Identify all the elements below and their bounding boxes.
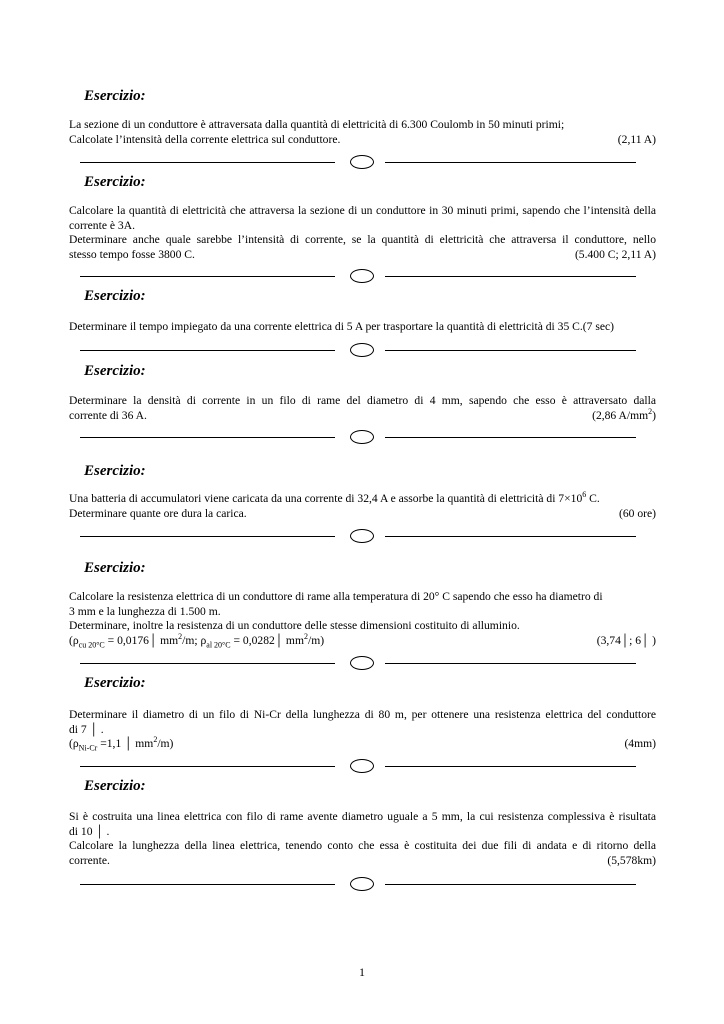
exercise-7-row [69, 737, 656, 752]
exercise-4-heading: Esercizio: [84, 363, 146, 379]
exercise-2-line-last: stesso tempo fosse 3800 C. [69, 247, 195, 261]
separator-4 [80, 430, 636, 444]
exercise-1-text [69, 118, 656, 147]
exercise-5-heading: Esercizio: [84, 463, 146, 479]
formula-value: =1,1 [97, 737, 125, 750]
exercise-2-row [69, 248, 656, 263]
separator-line-right [385, 884, 636, 885]
exercise-2-answer: (5.400 C; 2,11 A) [574, 247, 656, 261]
exercise-4-answer [592, 406, 656, 424]
exercise-8-line-4: corrente. [69, 853, 110, 867]
exercise-5-row [69, 507, 656, 522]
formula-sup: 2 [153, 735, 158, 745]
separator-line-right [385, 350, 636, 351]
exercise-5-line-1-unit: C. [586, 492, 600, 505]
exercise-1-line-1: La sezione di un conduttore è attraversata dalla quantità di elettricità di 6.300 Coulomb in 50 minuti primi; [69, 118, 565, 131]
formula-value: = 0,0176 [104, 633, 149, 647]
exercise-4-line-2: corrente di 36 A. [69, 408, 147, 422]
separator-7 [80, 759, 636, 773]
formula-sup: 2 [303, 631, 308, 641]
exercise-2-heading: Esercizio: [84, 174, 146, 190]
exercise-8-heading: Esercizio: [84, 778, 146, 794]
separator-line-right [385, 663, 636, 664]
exercise-6-row [69, 631, 656, 649]
exponent: 6 [582, 490, 587, 500]
exercise-1-line-2: Calcolate l’intensità della corrente elettrica sul conduttore. [69, 132, 341, 146]
exercise-8-answer: (5,578km) [607, 853, 656, 867]
exercise-3-text [69, 320, 656, 335]
page-number: 1 [359, 965, 365, 979]
exercise-8-line-3: Calcolare la lunghezza della linea elettrica, tenendo conto che essa è costituita dei due fili di andata e di ritorno della [69, 839, 656, 852]
separator-oval-icon [350, 343, 374, 357]
separator-line-left [80, 162, 335, 163]
separator-line-left [80, 536, 335, 537]
separator-oval-icon [350, 529, 374, 543]
formula-unit-end: /m; ρ [182, 633, 207, 647]
exercise-2-para-1: Calcolare la quantità di elettricità che attraversa la sezione di un conduttore in 30 minuti primi, sapendo che l’intensità della corrente è 3A. [69, 204, 656, 232]
separator-5 [80, 529, 636, 543]
exercise-5-answer: (60 ore) [618, 506, 656, 520]
formula-unit: │ mm [124, 737, 154, 750]
separator-1 [80, 155, 636, 169]
formula-unit: │ mm [274, 633, 304, 647]
exercise-2-para-2: Determinare anche quale sarebbe l’intensità di corrente, se la quantità di elettricità che attraversa il conduttore, nello [69, 233, 656, 246]
separator-oval-icon [350, 759, 374, 773]
separator-oval-icon [350, 877, 374, 891]
exercise-7-text [69, 708, 656, 752]
exercise-7-formula [69, 737, 624, 752]
separator-6 [80, 656, 636, 670]
exercise-6-heading: Esercizio: [84, 560, 146, 576]
separator-line-right [385, 766, 636, 767]
separator-line-left [80, 884, 335, 885]
separator-line-left [80, 437, 335, 438]
exercise-2-text [69, 204, 656, 262]
exercise-3-line-1: Determinare il tempo impiegato da una corrente elettrica di 5 A per trasportare la quantità di elettricità di 35 C.(7 sec) [69, 320, 615, 333]
separator-oval-icon [350, 430, 374, 444]
separator-3 [80, 343, 636, 357]
answer-text: (2,86 A/mm [592, 408, 649, 422]
rho-symbol: (ρ [69, 737, 79, 750]
separator-line-left [80, 766, 335, 767]
answer-close: ) [652, 408, 656, 422]
separator-oval-icon [350, 656, 374, 670]
formula-sub: al 20°C [206, 639, 231, 649]
exercise-6-line-1: Calcolare la resistenza elettrica di un conduttore di rame alla temperatura di 20° C sapendo che esso ha diametro di [69, 590, 603, 603]
exercise-5-line-1-text: Una batteria di accumulatori viene caricata da una corrente di 32,4 A e assorbe la quantità di elettricità di 7×10 [69, 492, 583, 505]
separator-oval-icon [350, 269, 374, 283]
separator-oval-icon [350, 155, 374, 169]
separator-line-left [80, 663, 335, 664]
exercise-5-line-2: Determinare quante ore dura la carica. [69, 506, 247, 520]
separator-line-right [385, 437, 636, 438]
formula-unit-end: /m) [157, 737, 174, 750]
exercise-8-line-1: Si è costruita una linea elettrica con filo di rame avente diametro uguale a 5 mm, la cui resistenza complessiva è risultata [69, 810, 656, 823]
exercise-1-row [69, 133, 656, 148]
exercise-6-line-3: Determinare, inoltre la resistenza di un conduttore delle stesse dimensioni costituito di alluminio. [69, 619, 520, 632]
exercise-8-row [69, 854, 656, 869]
separator-line-right [385, 536, 636, 537]
formula-value: = 0,0282 [230, 633, 275, 647]
exercise-1-answer: (2,11 A) [617, 132, 656, 146]
formula-unit-end: /m) [307, 633, 325, 647]
formula-sup: 2 [178, 631, 183, 641]
rho-symbol: (ρ [69, 633, 79, 647]
separator-line-right [385, 276, 636, 277]
exercise-4-text [69, 394, 656, 423]
separator-line-left [80, 276, 335, 277]
exercise-1-heading: Esercizio: [84, 88, 146, 104]
separator-2 [80, 269, 636, 283]
answer-sup: 2 [648, 406, 653, 416]
exercise-3-heading: Esercizio: [84, 288, 146, 304]
exercise-6-answer: (3,74│; 6│ ) [596, 633, 656, 647]
separator-line-right [385, 162, 636, 163]
exercise-6-text [69, 590, 656, 648]
formula-sub: Ni-Cr [78, 743, 98, 753]
exercise-5-line-1 [69, 492, 656, 507]
exercise-4-line-1: Determinare la densità di corrente in un filo di rame del diametro di 4 mm, sapendo che esso è attraversato dalla [69, 394, 656, 407]
separator-line-left [80, 350, 335, 351]
exercise-7-heading: Esercizio: [84, 675, 146, 691]
exercise-8-text [69, 810, 656, 868]
exercise-4-row [69, 406, 656, 424]
exercise-6-line-2: 3 mm e la lunghezza di 1.500 m. [69, 604, 221, 618]
exercise-7-line-2: di 7 │ . [69, 722, 104, 736]
exercise-7-line-1: Determinare il diametro di un filo di Ni-Cr della lunghezza di 80 m, per ottenere una resistenza elettrica del conduttore [69, 708, 656, 721]
separator-8 [80, 877, 636, 891]
exercise-6-formula [69, 631, 597, 649]
exercise-8-line-2: di 10 │ . [69, 824, 110, 838]
exercise-5-text [69, 492, 656, 521]
formula-unit: │ mm [148, 633, 179, 647]
exercise-7-answer: (4mm) [624, 737, 656, 750]
formula-sub: cu 20°C [78, 639, 105, 649]
